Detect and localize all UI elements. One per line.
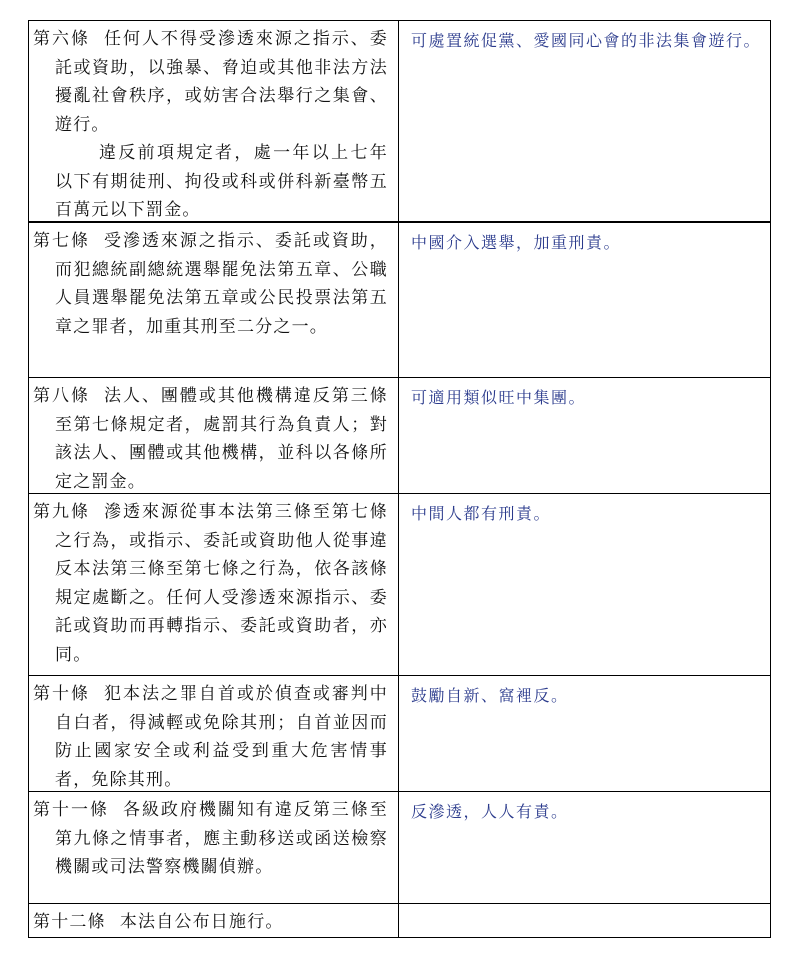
article-text (33, 908, 388, 937)
commentary-cell: 中國介入選舉，加重刑責。 (411, 233, 622, 252)
article-body: 滲透來源從事本法第三條至第七條之行為，或指示、委託或資助他人從事違反本法第三條至第七條之行為，依各該條規定處斷之。任何人受滲透來源指示、委託或資助而再轉指示、委託或資助者，亦同。 (55, 502, 388, 665)
article-number: 第十條 (33, 684, 90, 704)
article-body: 任何人不得受滲透來源之指示、委託或資助，以強暴、脅迫或其他非法方法擾亂社會秩序，或妨害合法舉行之集會、遊行。 (55, 29, 388, 135)
commentary-cell: 可適用類似旺中集團。 (411, 388, 587, 407)
article-text (33, 498, 388, 669)
article-body: 受滲透來源之指示、委託或資助，而犯總統副總統選舉罷免法第五章、公職人員選舉罷免法第五章或公民投票法第五章之罪者，加重其刑至二分之一。 (55, 231, 388, 337)
article-text (33, 680, 388, 794)
article-number: 第九條 (33, 502, 90, 522)
article-number: 第八條 (33, 386, 90, 406)
commentary-cell: 可處置統促黨、愛國同心會的非法集會遊行。 (411, 31, 762, 50)
article-number: 第十一條 (33, 800, 109, 820)
article-number: 第六條 (33, 29, 90, 49)
article-text (33, 25, 388, 139)
table-row-article-7 (28, 222, 771, 378)
law-text-cell (29, 904, 399, 937)
commentary-cell: 中間人都有刑責。 (411, 504, 552, 523)
law-text-cell (29, 676, 399, 791)
table-row-article-11 (28, 792, 771, 904)
table-row-article-12 (28, 904, 771, 938)
article-text (33, 382, 388, 496)
article-paragraph-2: 違反前項規定者，處一年以上七年以下有期徒刑、拘役或科或併科新臺幣五百萬元以下罰金。 (55, 143, 388, 220)
table-row-article-9 (28, 494, 771, 676)
article-body: 犯本法之罪自首或於偵查或審判中自白者，得減輕或免除其刑；自首並因而防止國家安全或利益受到重大危害情事者，免除其刑。 (55, 684, 388, 790)
table-row-article-10 (28, 676, 771, 792)
commentary-cell (399, 904, 770, 937)
law-text-cell (29, 21, 399, 221)
article-text (33, 796, 388, 882)
law-text-cell (29, 378, 399, 493)
article-text (33, 227, 388, 341)
law-text-cell (29, 494, 399, 675)
table-row-article-6 (28, 20, 771, 222)
article-body: 本法自公布日施行。 (119, 912, 284, 932)
article-number: 第七條 (33, 231, 90, 251)
law-text-cell (29, 223, 399, 377)
article-number: 第十二條 (33, 912, 106, 932)
article-body: 法人、團體或其他機構違反第三條至第七條規定者，處罰其行為負責人；對該法人、團體或其他機構，並科以各條所定之罰金。 (55, 386, 388, 492)
table-row-article-8 (28, 378, 771, 494)
commentary-cell: 鼓勵自新、窩裡反。 (411, 686, 569, 705)
law-text-cell (29, 792, 399, 903)
commentary-cell: 反滲透，人人有責。 (411, 802, 569, 821)
article-body: 各級政府機關知有違反第三條至第九條之情事者，應主動移送或函送檢察機關或司法警察機關偵辦。 (55, 800, 388, 877)
